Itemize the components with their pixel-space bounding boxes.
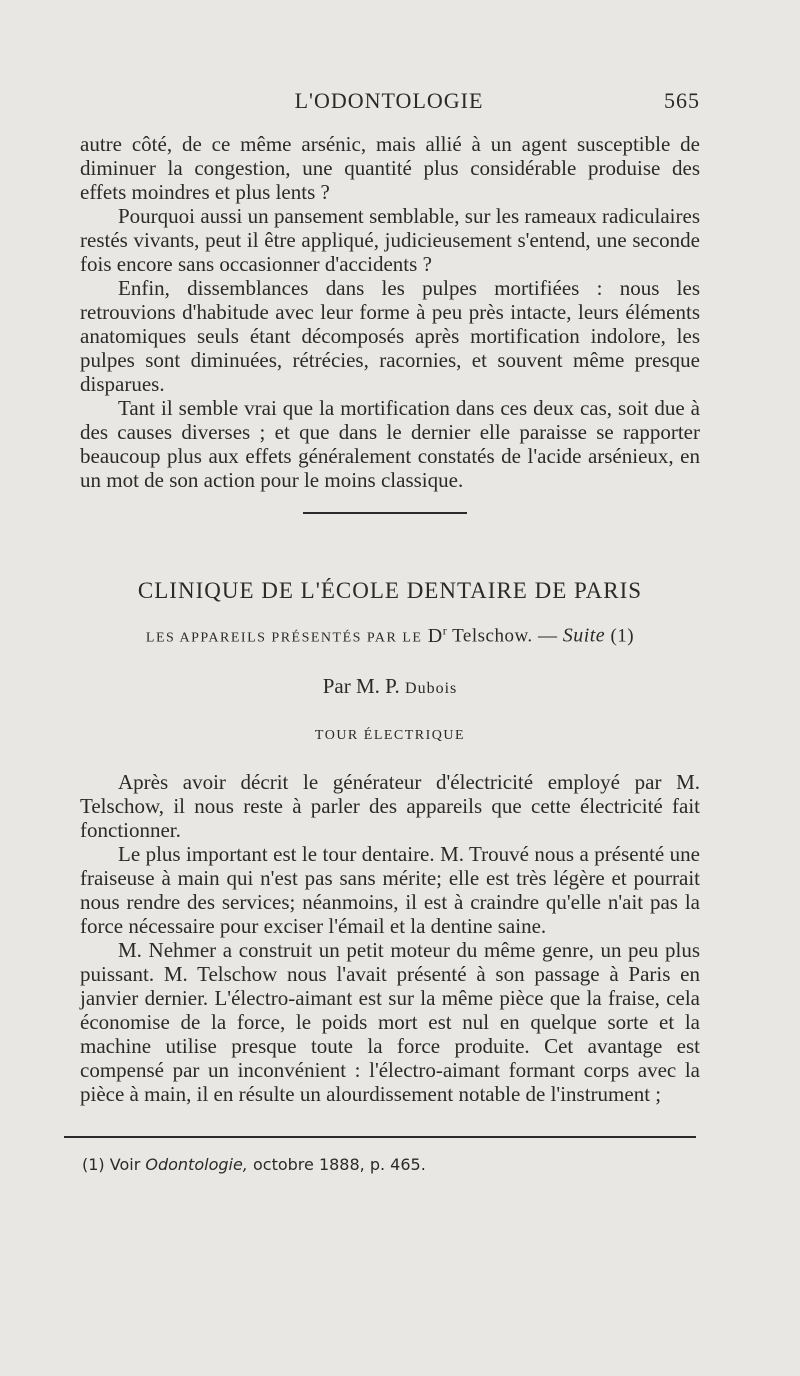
section-divider [303,512,467,514]
footnote-journal: Odontologie, [145,1155,248,1174]
subtitle-suite: Suite [562,624,606,647]
footnote-post: octobre 1888, p. 465. [252,1155,426,1174]
author-prefix: Par M. P. [322,674,400,698]
subtitle-note-ref: (1) [610,625,635,647]
subtitle-prefix: LES APPAREILS PRÉSENTÉS PAR LE [145,630,423,646]
author-line [80,674,700,699]
subhead: TOUR ÉLECTRIQUE [314,728,466,743]
section-title: CLINIQUE DE L'ÉCOLE DENTAIRE DE PARIS [137,578,643,603]
footnote [82,1155,426,1174]
running-title: L'ODONTOLOGIE [294,88,484,113]
running-head [78,88,700,116]
section-subtitle [76,623,704,648]
subtitle-doctor [428,625,447,647]
bottom-text-block [80,770,700,1106]
page-number: 565 [664,88,700,113]
footnote-mark: (1) [82,1155,105,1174]
paragraph-continued: autre côté, de ce même arsénic, mais allié à un agent susceptible de diminuer la congestion, une quantité plus considérable produise des effets moindres et plus lents ? [80,132,700,204]
footnote-pre: Voir [109,1155,141,1174]
paragraph: Le plus important est le tour dentaire. M. Trouvé nous a présenté une fraiseuse à main qui n'est pas sans mérite; elle est très légère et pourrait nous rendre des services; néanmoins, il est à craindre qu'elle n'ait pas la force nécessaire pour exciser l'émail et la dentine saine. [80,842,700,938]
paragraph: Après avoir décrit le générateur d'électricité employé par M. Telschow, il nous reste à parler des appareils que cette électricité fait fonctionner. [80,770,700,842]
paragraph: M. Nehmer a construit un petit moteur du même genre, un peu plus puissant. M. Telschow nous l'avait présenté à son passage à Paris en janvier dernier. L'électro-aimant est sur la même pièce que la fraise, cela économise de la force, le poids mort est nul en quelque sorte et la machine utilise presque toute la force produite. Cet avantage est compensé par un inconvénient : l'électro-aimant formant corps avec la pièce à main, il en résulte un alourdissement notable de l'instrument ; [80,938,700,1106]
subtitle-name: Telschow. [452,625,533,647]
subtitle-dash: — [537,625,558,647]
paragraph: Enfin, dissemblances dans les pulpes mortifiées : nous les retrouvions d'habitude avec leur forme à peu près intacte, leurs éléments anatomiques seuls étant décomposés après mortification indolore, les pulpes sont diminuées, rétrécies, racornies, et souvent même presque disparues. [80,276,700,396]
doctor-abbrev: D [427,624,443,647]
footnote-rule [64,1136,696,1138]
paragraph: Tant il semble vrai que la mortification dans ces deux cas, soit due à des causes diverses ; et que dans le dernier elle paraisse se rapporter beaucoup plus aux effets généralement constatés de l'acide arsénieux, en un mot de son action pour le moins classique. [80,396,700,492]
author-name: Dubois [405,680,458,697]
paragraph: Pourquoi aussi un pansement semblable, sur les rameaux radiculaires restés vivants, peut il être appliqué, judicieusement s'entend, une seconde fois encore sans occasionner d'accidents ? [80,204,700,276]
doctor-sup: r [442,623,448,637]
top-text-block [80,132,700,492]
